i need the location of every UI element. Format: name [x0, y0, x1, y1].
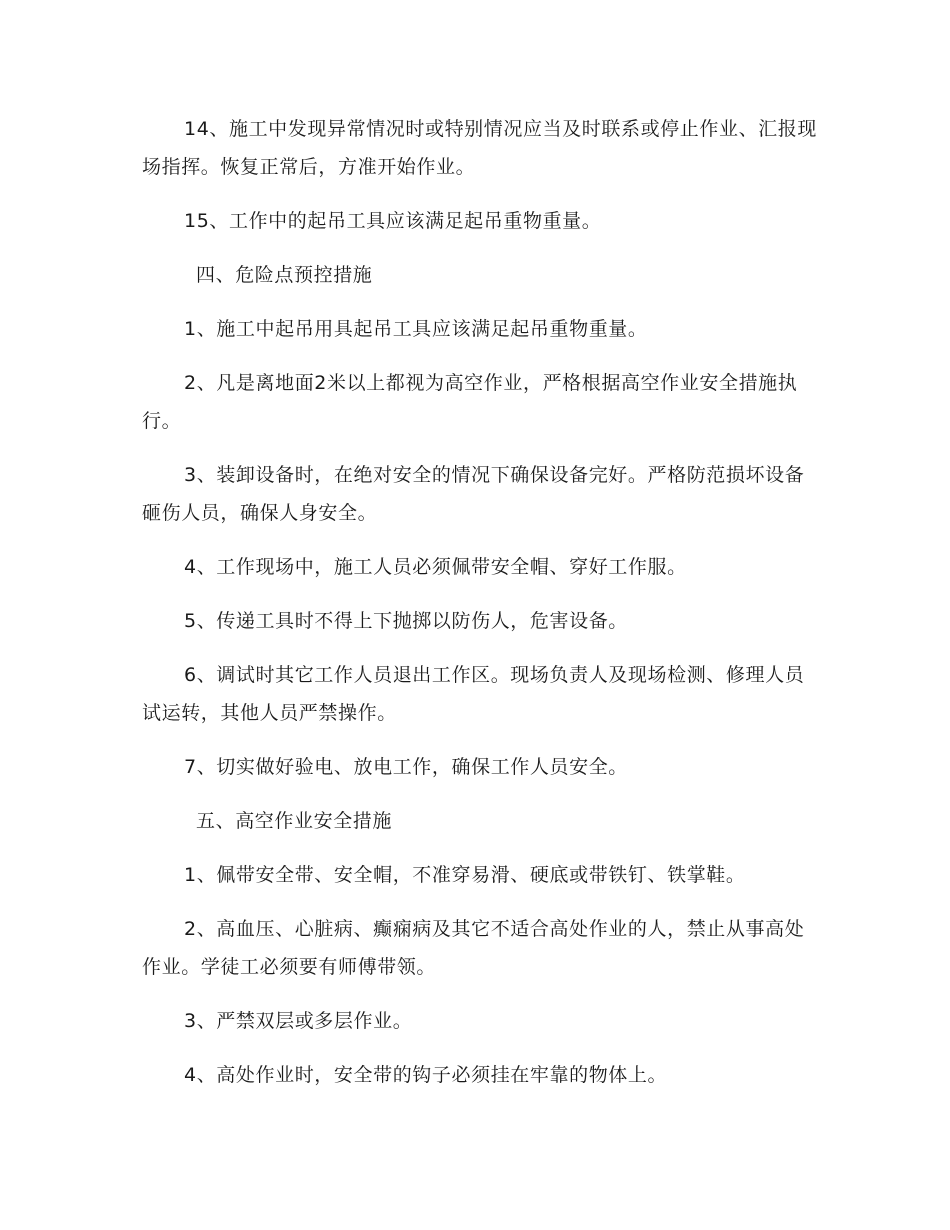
paragraph-item-6: 6、调试时其它工作人员退出工作区。现场负责人及现场检测、修理人员试运转，其他人员严禁操作。: [142, 664, 805, 724]
document-body: [142, 110, 822, 1094]
section-heading-hazard-control: 四、危险点预控措施: [196, 264, 373, 286]
section-heading-height-work-safety: 五、高空作业安全措施: [196, 810, 393, 832]
paragraph-item-1: 1、施工中起吊用具起吊工具应该满足起吊重物重量。: [184, 318, 648, 340]
paragraph-item-15: 15、工作中的起吊工具应该满足起吊重物重量。: [184, 210, 602, 232]
paragraph-item-7: 7、切实做好验电、放电工作，确保工作人员安全。: [184, 756, 628, 778]
paragraph-height-item-3: 3、严禁双层或多层作业。: [184, 1010, 413, 1032]
paragraph-height-item-4: 4、高处作业时，安全带的钩子必须挂在牢靠的物体上。: [184, 1064, 668, 1086]
paragraph-height-item-2: 2、高血压、心脏病、癫痫病及其它不适合高处作业的人，禁止从事高处作业。学徒工必须要有师傅带领。: [142, 918, 805, 978]
paragraph-item-3: 3、装卸设备时，在绝对安全的情况下确保设备完好。严格防范损坏设备砸伤人员，确保人身安全。: [142, 464, 805, 524]
paragraph-height-item-1: 1、佩带安全带、安全帽，不准穿易滑、硬底或带铁钉、铁掌鞋。: [184, 864, 746, 886]
paragraph-item-4: 4、工作现场中，施工人员必须佩带安全帽、穿好工作服。: [184, 556, 687, 578]
paragraph-item-5: 5、传递工具时不得上下抛掷以防伤人，危害设备。: [184, 610, 628, 632]
paragraph-item-2: 2、凡是离地面2米以上都视为高空作业，严格根据高空作业安全措施执行。: [142, 372, 798, 432]
paragraph-item-14: 14、施工中发现异常情况时或特别情况应当及时联系或停止作业、汇报现场指挥。恢复正常后，方准开始作业。: [142, 118, 817, 178]
